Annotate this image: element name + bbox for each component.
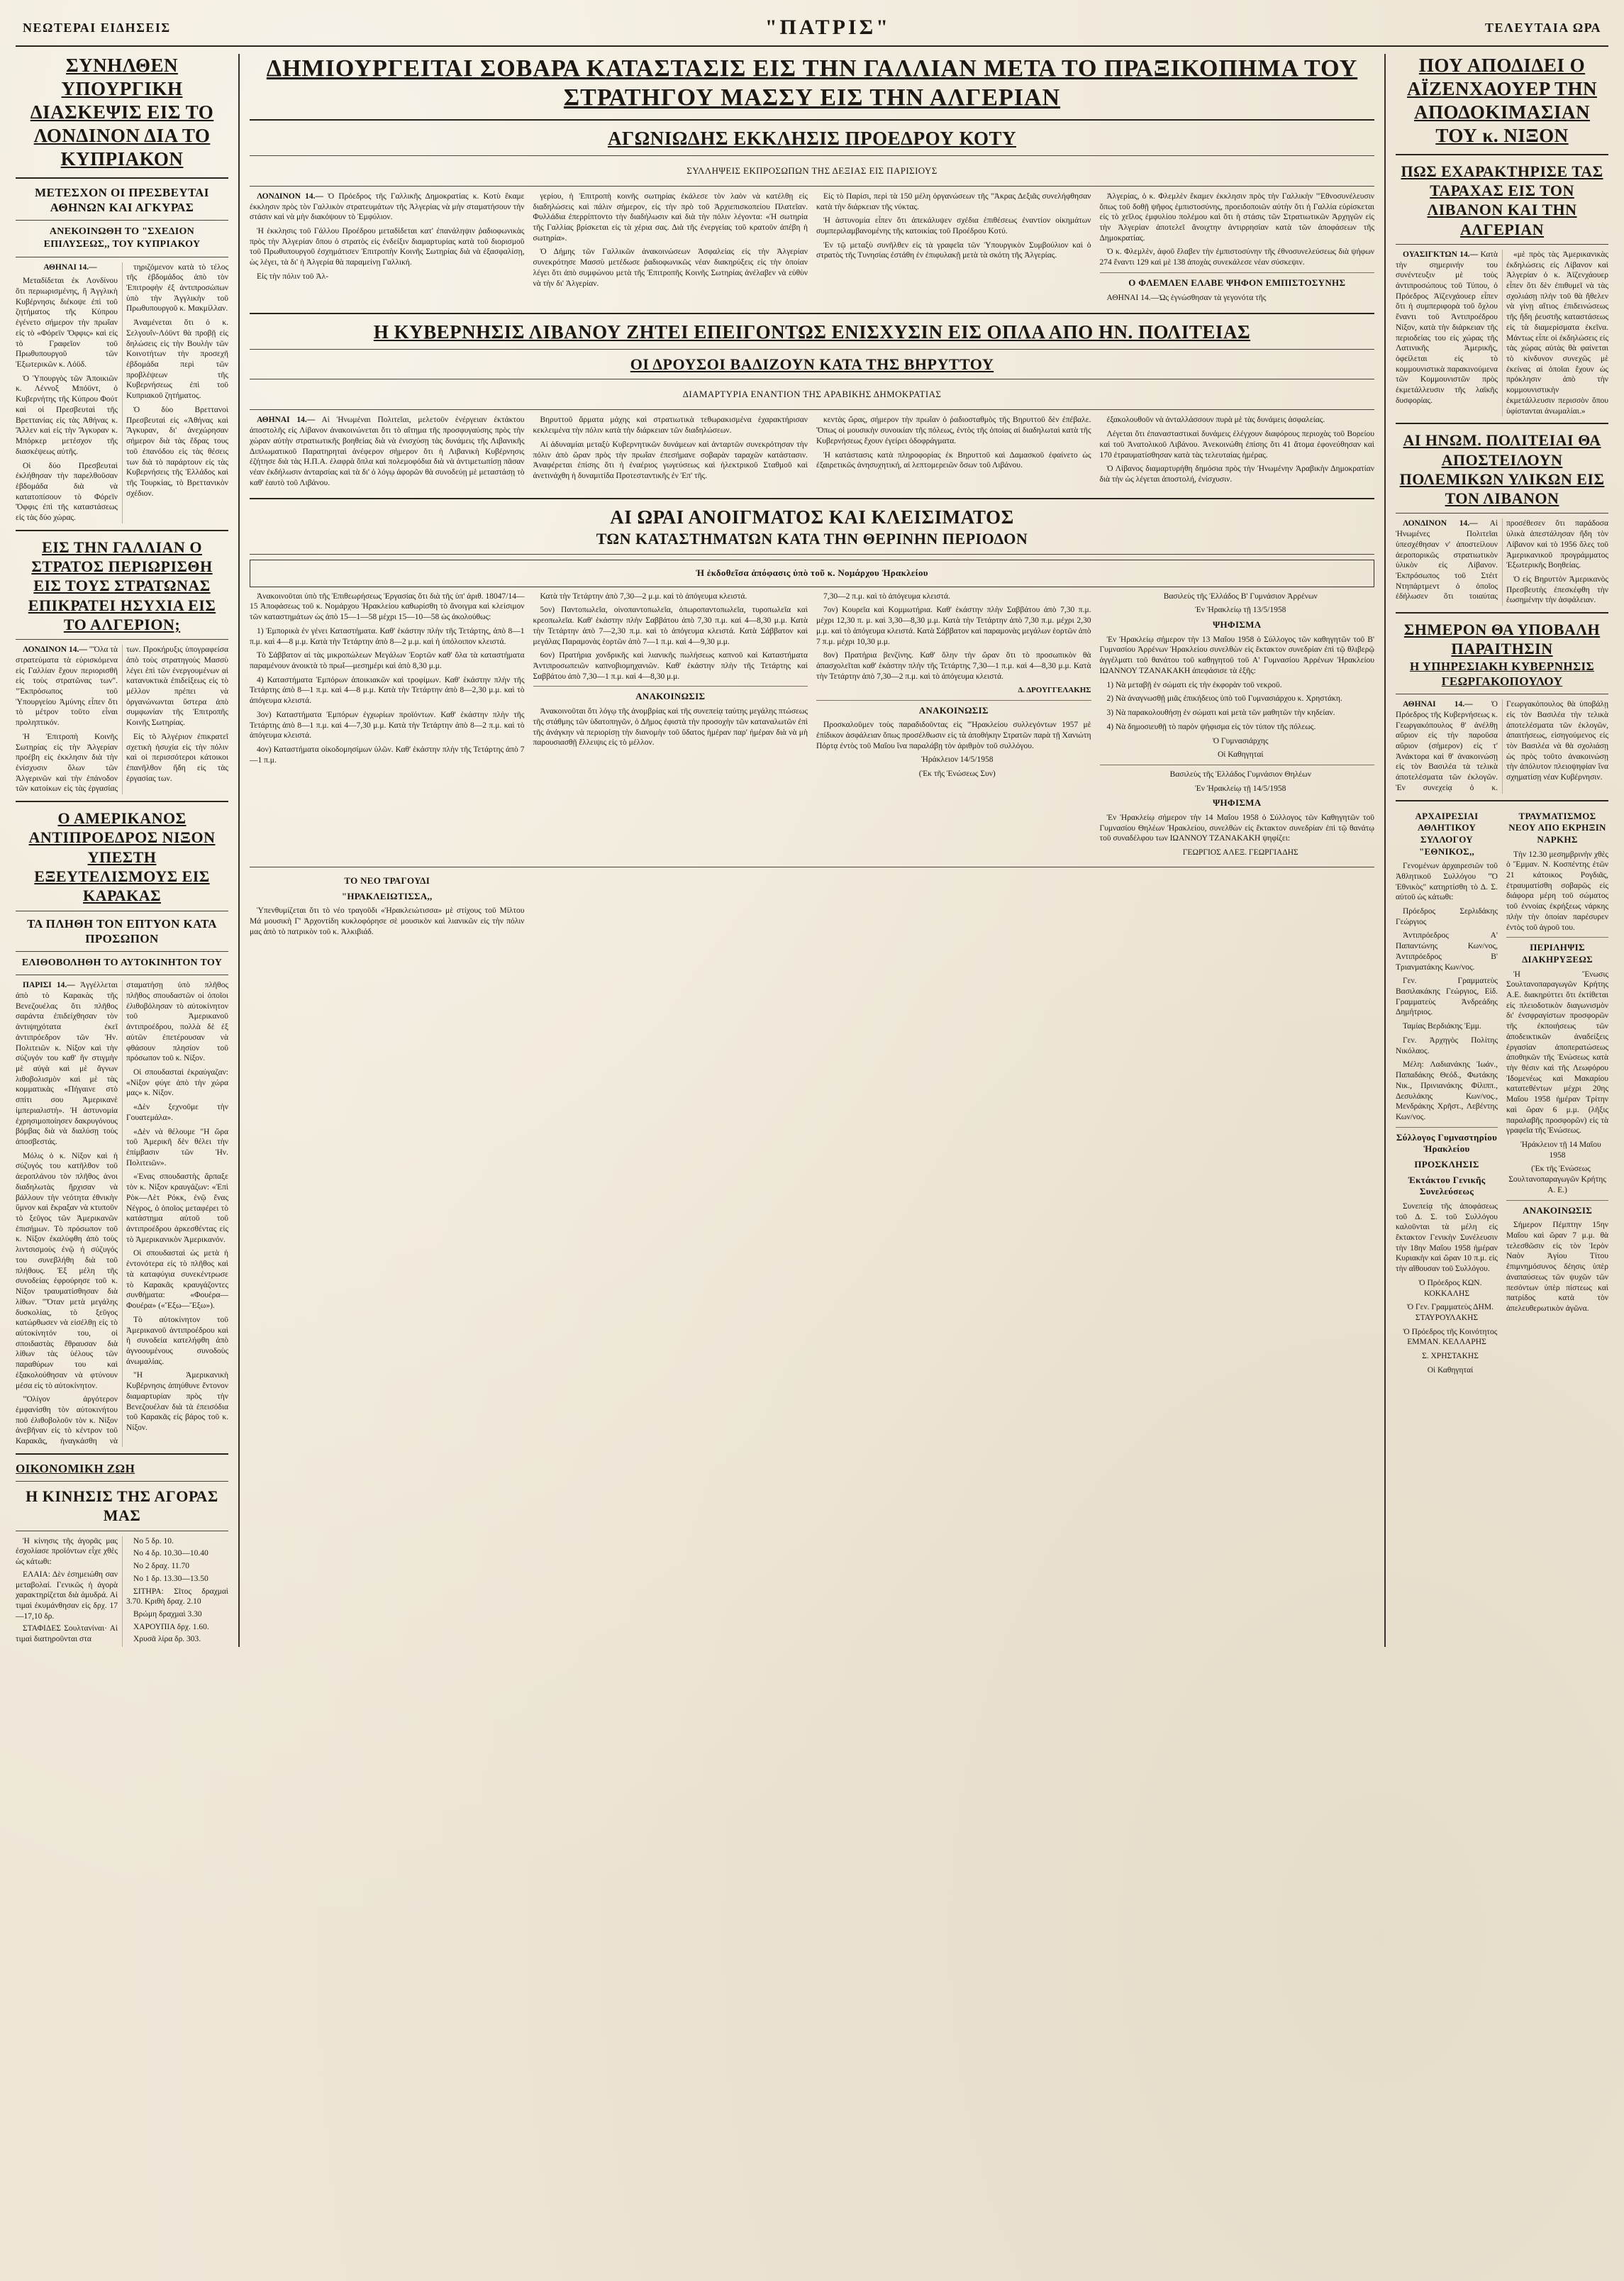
notice-text: Ἡ Ἕνωσις Σουλτανοπαραγωγῶν Κρήτης Α.Ε. διακηρύττει ὅτι ἐκτίθεται εἰς πλειοδοτικὸν διαγωνισμὸν δι' ἐνσφραγίστων προσφορῶν τῆς ἐκποιήσεως τῶν ἀποδεικτικῶν ἀναδείξεις ἐργασίαν ἀποπερατώσεως ἀποθηκῶν τῆς Ἑνώσεως κατὰ τὴν θέσιν καὶ τῆς Λεωφόρου Ἰδομενέως καὶ Μακαρίου κατατεθέντων μέχρι 20ης Μαΐου 1958 ἡμέραν Τρίτην καὶ ὥραν 6 μ.μ. (λῆξις παραλαβῆς προσφορῶν) εἰς τὰ γραφεῖα τῆς Ἑνώσεως. — [1506, 970, 1608, 1136]
headline-france-army: ΕΙΣ ΤΗΝ ΓΑΛΛΙΑΝ Ο ΣΤΡΑΤΟΣ ΠΕΡΙΩΡΙΣΘΗ ΕΙΣ ΤΟΥΣ ΣΤΡΑΤΩΝΑΣ ΕΠΙΚΡΑΤΕΙ ΗΣΥΧΙΑ ΕΙΣ ΤΟ ΑΛΓΕΡΙΟΝ; — [28, 538, 216, 633]
notice-text: Τὴν 12.30 μεσημβρινὴν χθὲς ὁ Ἔμμαν. Ν. Κοσπέντης ἐτῶν 21 κάτοικος Ρογδιᾶς, ἐτραυματίσθη σοβαρῶς εἰς διάφορα μέρη τοῦ σώματος τοῦ ἐννοίας ἐκρήξεως νάρκης πλὴν τὴν ὁποίαν παρέσυρεν ἐντὸς τοῦ ἀγροῦ του. — [1506, 850, 1608, 932]
right-notices — [1396, 808, 1608, 1380]
subhead-caretaker-government: Η ΥΠΗΡΕΣΙΑΚΗ ΚΥΒΕΡΝΗΣΙΣ ΓΕΩΡΓΑΚΟΠΟΥΛΟΥ — [1409, 659, 1595, 688]
column-divider-right — [1384, 54, 1386, 1647]
headline-government-resign: ΣΗΜΕΡΟΝ ΘΑ ΥΠΟΒΑΛΗ ΠΑΡΑΙΤΗΣΙΝ — [1403, 621, 1601, 658]
box-title-pleven-vote: Ο ΦΛΕΜΛΕΝ ΕΛΑΒΕ ΨΗΦΟΝ ΕΜΠΙΣΤΟΣΥΝΗΣ — [1128, 277, 1346, 288]
article-algeria-coup — [250, 192, 1374, 306]
subhead-coty-appeal: ΑΓΩΝΙΩΔΗΣ ΕΚΚΛΗΣΙΣ ΠΡΟΕΔΡΟΥ ΚΟΤΥ — [607, 127, 1016, 149]
paragraph-text: Ὁ Πρόεδρος τῆς Κυβερνήσεως κ. Γεωργακόπουλος θ' ἀνέλθῃ αὔριον εἰς τὴν παροῦσα αὔριον (σήμερον) εἰς τ' Ἀνάκτορα καὶ θ' ἀνακοινώσῃ εἰς τὸν Βασιλέα τὰ τελικὰ ἀποτελέσματα τῶν ἐκλογῶν. Ἐν συνεχείᾳ ὁ κ. Γεωργακόπουλος θὰ ὑποβάλῃ εἰς τὸν Βασιλέα τὴν τελικὰ ἀποτελέσματα τῶν ἐκλογῶν, ἀπαιτήσεως, εἰσηγούμενος εἰς τὸν Βασιλέα νὰ θὰ σχολιάσῃ ὡς πρὸς τοῦτο ἀνακοινώσῃ τὴν ἀπόλυτον πλειοψηφίαν ἵνα σχηματίσῃ νέαν Κυβέρνησιν. — [1396, 700, 1608, 792]
shop-rule: Τὸ Σάββατον αἱ τὰς μικροπώλεων Μεγάλων Ἑορτῶν καθ' ὅλα τὰ καταστήματα παραμένουν ἀνοικτὰ τὸ πρωΐ—μεσημέρι καὶ ἀπὸ 8,30 μ.μ. — [250, 651, 525, 670]
paragraph: Ἀλγερίας, ὁ κ. Φλεμλὲν ἔκαμεν ἐκκλησιν πρὸς τὴν Γαλλικὴν "Ἐθνοσυνέλευσιν ὅπως τοῦ δοθῇ ψῆφος ἐμπιστοσύνης, προειδοποιῶν αὐτὴν ὅτι ἡ Γαλλία εὑρίσκεται εἰς τὸ χεῖλος ἐμφυλίου πολέμου καὶ ὅτι ἡ στάσις τῶν Στρατιωτικῶν Ἀρχηγῶν εἰς τὴν Ἀλγερίαν ἀποτελεῖ ἄνοιχτην ἀντιρρησίαν κατὰ τῶν ἀποφάσεων τῆς Δημοκρατίας. — [1099, 192, 1374, 243]
misc-col-2 — [533, 872, 808, 940]
shop-col-1 — [250, 592, 525, 862]
paragraph: Ὁ εἰς Βηρυττὸν Ἀμερικανὸς Πρεσβευτὴς ἐπεσκέφθη τὴν ἑωσημένην τὴν ἀσφάλειαν. — [1506, 575, 1608, 605]
article-us-arms — [1396, 518, 1608, 606]
shop-rule: 4) Καταστήματα Ἐμπόρων ἀποικιακῶν καὶ τροφίμων. Καθ' ἑκάστην πλὴν τῆς Τετάρτης ἀπὸ 8—1 π.μ. καὶ 4—8 μ.μ. Κατὰ τὴν Τετάρτην ἀπὸ 8—2,30 μ.μ. καὶ τὸ ἀπόγευμα κλειστά. — [250, 675, 525, 706]
market-report — [16, 1536, 228, 1647]
paragraph: «Δὲν νὰ θέλουμε "Η ὥρα τοῦ Ἀμερικῆ δὲν θέλει τὴν ἐπίμβασιν τῶν Ἡν. Πολιτειῶν». — [126, 1127, 228, 1167]
paragraph: Ὁ Ὑπουργὸς τῶν Ἀποικιῶν κ. Λέννοξ Μπόϋντ, ὁ Κυβερνήτης τῆς Κύπρου Φούτ καὶ οἱ Πρεσβευταὶ τῆς Βρεττανίας εἰς τὰς Ἀθήνας κ. Ἄλλεν καὶ εἰς τὴν Ἄγκυραν κ. Μπόρκερ μετέσχον τῆς διασκέψεως αὐτῆς. — [16, 374, 118, 456]
paragraph-text: Αἱ Ἡνωμένες Πολιτεῖαι ὑπεσχέθησαν ν' ἀποστείλουν ἀεροπορικῶς στρατιωτικὸν ὑλικὸν εἰς Λίβανον. Ἐκπρόσωπος τοῦ Στέιτ Ντηπάρτμεντ ὁ ὁποῖος ἐδήλωσεν ὅτι τοιαύτας προσέθεσεν ὅτι παράδοσα ὑλικὰ ἀπεστάλησαν ἤδη τὸν Λίβανον καὶ τὸ 1956 ὅλες τοῦ Ἀμερικανικοῦ προγράμματος Ἐξωτερικῆς Βοηθείας. — [1396, 519, 1608, 601]
paragraph: Τὸ αὐτοκίνητον τοῦ Ἀμερικανοῦ ἀντιπροέδρου καὶ ἡ συνοδεία κατελήφθη ἀπὸ ἀγνοουμένους συνοδοὺς ἀνωμαλίας. — [126, 1315, 228, 1366]
market-line: Νο 1 δρ. 13.30—13.50 — [133, 1574, 208, 1583]
article-nixon-caracas — [16, 980, 228, 1447]
paragraph: Ὁ κ. Φλεμλὲν, ἀφοῦ ἔλαβεν τὴν ἐμπιστοσύνην τῆς ἐθνοσυνελεύσεως διὰ ψήφων 274 ἔναντι 129 καὶ μὲ 138 ἀποχὰς συνεκάλεσε νέαν σύσκεψιν. — [1099, 248, 1374, 267]
subhead-nixon-car: ΕΛΙΘΟΒΟΛΗΘΗ ΤΟ ΑΥΤΟΚΙΝΗΤΟΝ ΤΟΥ — [21, 958, 223, 969]
headline-lebanon-arms: Η ΚΥΒΕΡΝΗΣΙΣ ΛΙΒΑΝΟΥ ΖΗΤΕΙ ΕΠΕΙΓΟΝΤΩΣ ΕΝΙΣΧΥΣΙΝ ΕΙΣ ΟΠΛΑ ΑΠΟ ΗΝ. ΠΟΛΙΤΕΙΑΣ — [373, 321, 1251, 343]
headline-london-cyprus: ΣΥΝΗΛΘΕΝ ΥΠΟΥΡΓΙΚΗ ΔΙΑΣΚΕΨΙΣ ΕΙΣ ΤΟ ΛΟΝΔΙΝΟΝ ΔΙΑ ΤΟ ΚΥΠΡΙΑΚΟΝ — [30, 55, 214, 170]
notice-date: Ἐν Ἡρακλείῳ τῇ 14/5/1958 — [1195, 784, 1286, 793]
paragraph: γερίου, ἡ Ἐπιτροπὴ κοινῆς σωτηρίας ἐκάλεσε τὸν λαὸν νὰ κατέλθῃ εἰς διαδηλώσεις καὶ πάλιν σήμερον, εἰς τὴν πρὸ τοῦ Ἀρχιεπισκοπείου Πλατεῖαν. Φυλλάδια ἐπερρίπτοντο τὴν διαδήλωσιν καὶ διὰ τὴν πόλιν λέγοντα: «Ἡ σωτηρία τῆς Γαλλίας βρίσκεται εἰς τὰ χέρια σας. Διὰ τῆς ἐνεργείας τοῦ κρατοῦν ἀπέβη ἡ σωτηρία». — [533, 192, 808, 243]
notice-item: 1) Νὰ μεταβῇ ἐν σώματι εἰς τὴν ἐκφορὰν τοῦ νεκροῦ. — [1106, 680, 1282, 689]
masthead — [16, 13, 1608, 44]
notice-item: Ταμίας Βερδιάκης Ἐμμ. — [1403, 1022, 1481, 1031]
announcement-text: Ἀνακοινοῦται ὅτι λόγῳ τῆς ἀνομβρίας καὶ τῆς συνεπείᾳ ταύτης μεγάλης πτώσεως τῆς στάθμης τῶν ὑδατοπηγῶν, ὁ Δῆμος ἐφιστὰ τὴν προσοχὴν τῶν καταναλωτῶν ἐπὶ τῆς ἀνάγκην νὰ περιορίσῃ τὴν διανομὴν τοῦ ὕδατος ἡμέραν παρ' ἡμέραν διὰ νὰ μὴ παρουσιασθῇ ἔλλειψις εἰς τὸ μέλλον. — [533, 707, 808, 748]
article-col-4 — [1100, 192, 1375, 306]
paragraph: Ἡ Ἐπιτροπὴ Κοινῆς Σωτηρίας εἰς τὴν Ἀλγερίαν προέβη εἰς ἐκκλησιν διὰ τὴν ἐνίσχυσιν ὅλων τῶν Ἀλγερινῶν καὶ τὴν ἐπάνοδον τῶν κατοίκων εἰς τὰς ἐργασίας των. Προκήρυξις ὑπογραφείσα ἀπὸ τοὺς στρατηγοὺς Μασσὺ λέγει ἐπὶ τῶν ἐνεργουμένων αἱ κατανυκτικὰ ἐπιδείξεως εἰς τὸ μέλλον πρέπει νὰ ὀργανώνωνται ὕστερα ἀπὸ συμφωνίαν τῆς Ἐπιτροπῆς Κοινῆς Σωτηρίας. — [16, 645, 228, 794]
shop-rule: 6ον) Πρατήρια χονδρικῆς καὶ λιανικῆς πωλήσεως καπνοῦ καὶ Καταστήματα Ἀντιπροσωπειῶν καπνοβιομηχανιῶν. Καθ' ἑκάστην πλὴν τῆς Τετάρτης καὶ Σαββάτου ἀπὸ 7,30—1 π.μ. καὶ 4—8,30 μ.μ. — [533, 651, 808, 681]
article-col-4 — [1100, 415, 1375, 492]
notice-col-left — [1396, 808, 1498, 1380]
headline-eisenhower-nixon: ΠΟΥ ΑΠΟΔΙΔΕΙ Ο ΑΪΖΕΝΧΑΟΥΕΡ ΤΗΝ ΑΠΟΔΟΚΙΜΑΣΙΑΝ ΤΟΥ κ. ΝΙΞΟΝ — [1406, 55, 1598, 146]
notice-signature: Ὁ Γυμνασιάρχης — [1213, 736, 1269, 745]
headline-shop-hours: ΑΙ ΩΡΑΙ ΑΝΟΙΓΜΑΤΟΣ ΚΑΙ ΚΛΕΙΣΙΜΑΤΟΣ — [610, 506, 1014, 528]
notice-item: Γεν. Γραμματεὺς Βασιλακάκης Γεώργιος, Εἰδ. Γραμματεὺς Ἀνδρεάδης Δημήτριος. — [1396, 977, 1498, 1017]
notice-signature: Οἱ Καθηγηταί — [1427, 1365, 1474, 1375]
notice-item: Ἀντιπρόεδρος Α' Παπαντώνης Κων/νος, Ἀντιπρόεδρος Β' Τριανματάκης Κων/νος. — [1396, 931, 1498, 972]
paragraph: Εἰς τὴν πόλιν τοῦ Ἀλ- — [257, 272, 329, 281]
headline-algeria-coup: ΔΗΜΙΟΥΡΓΕΙΤΑΙ ΣΟΒΑΡΑ ΚΑΤΑΣΤΑΣΙΣ ΕΙΣ ΤΗΝ ΓΑΛΛΙΑΝ ΜΕΤΑ ΤΟ ΠΡΑΞΙΚΟΠΗΜΑ ΤΟΥ ΣΤΡΑΤΗΓΟΥ ΜΑΣΣΥ ΕΙΣ ΤΗΝ ΑΛΓΕΡΙΑΝ — [266, 55, 1358, 111]
paragraph-text: Κατὰ τὴν σημερινήν του συνέντευξιν μὲ τοὺς ἀντιπροσώπους τοῦ Τύπου, ὁ Πρόεδρος Ἀϊζενχάουερ εἶπεν ὅτι ἡ συμπεριφορὰ τοῦ ὄχλου ἔναντι τοῦ Ἀντιπροέδρου Νίξον, κατὰ τὴν διάρκειαν τῆς περιοδείας του εἰς χώρας τῆς Λατινικῆς Ἀμερικῆς, ὀφείλεται εἰς τὸ κομμουνιστικὰ παρακινούμενα τῶν Κομμουνιστῶν πρὸς ἐκμετάλλευσιν τῆς λαϊκῆς δυσφορίας. — [1396, 250, 1498, 405]
shop-rule: 1) Ἐμπορικὰ ἐν γένει Καταστήματα. Καθ' ἑκάστην πλὴν τῆς Τετάρτης, ἀπὸ 8—1 π.μ. καὶ 4—8 μ.μ. Κατὰ τὴν Τετάρτην ἀπὸ 8—2 μ.μ. καὶ ἡ ὑπόλοιπον κλειστά. — [250, 626, 525, 646]
article-resignation — [1396, 699, 1608, 793]
article-col-3 — [816, 415, 1091, 492]
notice-date: Ἐν Ἡρακλείῳ τῇ 13/5/1958 — [1195, 606, 1286, 615]
notice-text: Σήμερον Πέμπτην 15ην Μαΐου καὶ ὥραν 7 μ.μ. θὰ τελεσθῶσιν εἰς τὸν Ἱερὸν Ναὸν Ἁγίου Τίτου ἐπιμνημόσυνος δέησις ὑπὲρ ἀναπαύσεως τῶν ψυχῶν τῶν πεσόντων ὑπὲρ πίστεως καὶ πατρίδος κατὰ τὸν ἀπελευθερωτικὸν ἀγῶνα. — [1506, 1221, 1608, 1313]
dateline-athens: ΑΘΗΝΑΙ 14.— — [1403, 700, 1473, 709]
notice-org: (Ἐκ τῆς Ἑνώσεως Σουλτανοπαραγωγῶν Κρήτης Α. Ε.) — [1508, 1165, 1606, 1194]
market-intro: Ἡ κίνησις τῆς ἀγορᾶς μας ἐσχολίασε προϊόντων εἶχε χθὲς ὡς κάτωθι: — [16, 1536, 118, 1567]
paragraph: «μὲ πρὸς τὰς Ἀμερικανικὰς ἐκδηλώσεις εἰς Λίβανον καὶ Ἀλγερίαν ὁ κ. Ἀϊζενχάουερ εἶπεν ὅτι δὲν ἐπιθυμεῖ νὰ τὰς σχολιάσῃ πλὴν τοῦ θὰ ἤθελεν νὰ γίνῃ αἴτιος ἐπιδεινώσεως τῆς ἤδη ῥευστῆς καταστάσεως εἰς τὰ διαμερίσματα ἐκεῖνα. Μάντως εἶπε οἱ ἐκδηλώσεις εἰς τὰς χώρας αὐτὰς θὰ φαίνεται τὸ κίνδυνον συνεχῶς μὲ ἐκείνας αἱ ὁποῖαι ἔχουν ὡς πρόκλησιν ἀπὸ τὴν κομμουνιστικὴν ἐκμετάλλευσιν περισσὸν ὅπου ὑφίστανται ἀνωμαλίαι.» — [1506, 250, 1608, 416]
announcement-title-left: ΑΝΑΚΟΙΝΩΣΙΣ — [635, 691, 706, 702]
notice-item: 2) Νὰ ἀναγνωσθῇ μιᾶς ἐπικήδειος ὑπὸ τοῦ Γυμνασιάρχου κ. Χρηστάκη. — [1106, 694, 1342, 704]
paragraph: Ἀνακοινοῦται ὑπὸ τῆς Ἐπιθεωρήσεως Ἐργασίας ὅτι διὰ τῆς ὑπ' ἀριθ. 18047/14—15 Ἀποφάσεως τοῦ κ. Νομάρχου Ἡρακλείου καθωρίσθη τὸ ἄνοιγμα καὶ κλείσιμον τῶν καταστημάτων ὡς ἀπὸ 15—1—58 μέχρι 15—10—58 ὡς ἀκολούθως: — [250, 592, 525, 622]
paragraph: Ἀναμένεται ὅτι ὁ κ. Σελγουΐν-Λόϋντ θὰ προβῇ εἰς δηλώσεις εἰς τὴν Βουλὴν τῶν Κοινοτήτων τὴν προσεχῆ ἑβδομάδα περὶ τῶν προβλέψεων τῆς Κυβερνήσεως ἐπὶ τοῦ Κυπριακοῦ ζητήματος. — [126, 318, 228, 401]
song-title: ΤΟ ΝΕΟ ΤΡΑΓΟΥΔΙ — [344, 875, 430, 886]
column-divider-left — [238, 54, 240, 1647]
paragraph: Ἡ ἀστυνομία εἶπεν ὅτι ἀπεκάλυψεν σχέδια ἐπιθέσεως ἐναντίον οἰκημάτων συμπεριλαμβανομένης τῆς κατοικίας τοῦ Προέδρου Κοτύ. — [816, 216, 1091, 236]
article-col-2 — [533, 415, 808, 492]
notice-col-right — [1506, 808, 1608, 1380]
masthead-rule — [16, 45, 1608, 47]
notice-title-mine-injury: ΤΡΑΥΜΑΤΙΣΜΟΣ ΝΕΟΥ ΑΠΟ ΕΚΡΗΞΙΝ ΝΑΡΚΗΣ — [1508, 810, 1606, 845]
notice-signature: Οἱ Καθηγηταί — [1217, 750, 1264, 760]
kicker-arrests-paris: ΣΥΛΛΗΨΕΙΣ ΕΚΠΡΟΣΩΠΩΝ ΤΗΣ ΔΕΞΙΑΣ ΕΙΣ ΠΑΡΙΣΙΟΥΣ — [686, 165, 938, 176]
announcement-text: Προσκαλοῦμεν τοὺς παραδιδοῦντας εἰς "Ἡρακλείου συλλεγόντων 1957 μὲ ἐπίδικον ἀσφάλειαν ὅπως προσέλθωσιν εἰς τὰ ἀποθήκην Στρατῶν παρὰ τῇ Χανιώτη Πόρτᾳ ἐντὸς τοῦ Μαΐου ἵνα παραλάβῃ τὸν ἀριθμὸν τοῦ συλλόγου. — [816, 721, 1091, 750]
paragraph: Οἱ σπουδασταὶ ἐκραύγαζαν: «Νίξον φύγε ἀπὸ τὴν χώρα μας» κ. Νίξον. — [126, 1067, 228, 1098]
signature-prefect: Δ. ΔΡΟΥΓΓΕΛΑΚΗΣ — [1018, 686, 1091, 695]
paragraph-text: Αἱ Ἡνωμέναι Πολιτεῖαι, μελετοῦν ἐνέργειαν ἐκτάκτου ἀποστολῆς εἰς Λίβανον ἀνακοινώνεται ὅτι τὸ αἴτημα τῆς προσφυγαύσης πρὸς τὴν χώραν αὐτὴν στρατιωτικῆς βοηθείας διὰ νὰ ἐνισχύσῃ τὰς δυνάμεις τῆς Λιβανικῆς Διπλωματικοῦ Παρατηρηταὶ ἀνέφερον σήμερον ὅτι ἡ Λιβανικὴ Κυβέρνησις ἐζήτησε διὰ τὰς Η.Π.Α. ἐλαφρὰ ὅπλα καὶ πολεμοφόδια διὰ νὰ ἀντιμετωπίσῃ πᾶσαν νέαν ἐκδήλωσιν ἀνταρσίας καὶ τὰ δι' ὁ λόγῳ ἀφορῶν θὰ συνοδεύῃ μὲ μεταστάσῃ τὸ καθ' ἑαυτὸ τοῦ Λιβάνου. — [250, 416, 525, 487]
paragraph: κεντὰς ὥρας, σήμερον τὴν πρωΐαν ὁ ῥαδιοσταθμὸς τῆς Βηρυττοῦ δὲν ἐπέβαλε. Ὅπως οἱ μουσικὴν συνοικίαν τῆς πόλεως, ἐντὸς τῆς ὁποίας αἱ διαδηλωταὶ κατὰ τῆς Κυβερνήσεως ἔχουν ἐγείρει ὁδοφράγματα. — [816, 416, 1091, 445]
paragraph: Βηρυττοῦ ἅρματα μάχης καὶ στρατιωτικὰ τεθωρακισμένα ἐχαρακτήρισαν κεκλειμένα τὴν πόλιν κατὰ τὴν διάρκειαν τῶν διαδηλώσεων. — [533, 416, 808, 435]
paragraph: Εἰς τὸ Παρίσι, περὶ τὰ 150 μέλη ὀργανώσεων τῆς "Ἀκρας Δεξιᾶς συνελήφθησαν κατὰ τὴν διάρκειαν τῆς νύκτας. — [816, 192, 1091, 211]
notice-title-ethnikos: ΑΡΧΑΙΡΕΣΙΑΙ ΑΘΛΗΤΙΚΟΥ ΣΥΛΛΟΓΟΥ "ΕΘΝΙΚΟΣ,, — [1415, 810, 1479, 857]
shop-rule: 7ον) Κουρεῖα καὶ Κομμωτήρια. Καθ' ἑκάστην πλὴν Σαββάτου ἀπὸ 7,30 π.μ. μέχρι 12,30 π. μ. καὶ 3,30—8,30 μ.μ. Κατὰ τὴν Τετάρτην ἀπὸ 7,30 π.μ. μέχρι 2,30 μ.μ. καὶ τὸ ἀπόγευμα κλειστά. Κατὰ Σάββατον καὶ παραμονὰς μεγάλων ἑορτῶν ἀπὸ 7 π.μ. μέχρι 10,30 μ.μ. — [816, 606, 1091, 646]
notice-text: Ἐν Ἡρακλείῳ σήμερον τὴν 14 Μαΐου 1958 ὁ Σύλλογος τῶν Καθηγητῶν τοῦ Γυμνασίου Θηλέων Ἡρακλείου, συνελθὼν εἰς ἔκτακτον συνεδρίαν ἐπὶ τῷ θανάτῳ τοῦ συναδέλφου των ΙΩΑΝΝΟΥ ΤΖΑΝΑΚΑΚΗ ψηφίζει: — [1099, 814, 1374, 843]
article-col-3 — [816, 192, 1091, 306]
market-line: ΣΤΑΦΙΔΕΣ Σουλτανίναι· Αἱ τιμαὶ διατηροῦνται στα — [16, 1624, 118, 1644]
song-subtitle: "ΗΡΑΚΛΕΙΩΤΙΣΣΑ,, — [341, 890, 433, 901]
market-line: ΧΑΡΟΥΠΙΑ δρχ. 1.60. — [133, 1622, 209, 1631]
paragraph-text: Ἀγγέλλεται ἀπὸ τὸ Καρακὰς τῆς Βενεζουέλας ὅτι πλῆθος σαράντα ἐπιδείχθησαν τὸν ἀντιψηχότατα ἐκεῖ ἀντιπρόεδρον τῶν Ἡν. Πολιτειῶν κ. Νίξον καὶ τὴν σύζυγόν του καθ' ἣν στιγμὴν μὲ αὐγὰ καὶ μὲ ἄγνων λιθοβολισμὸν καὶ μὲ τὰς κομματικὰς «Πήγαινε στὸ σπίτι σου Ἀμερικανὲ ἱμπεριαλιστή». Ἡ ἀστυνομία ἐχρησιμοποίησεν δακρυγόνους βόμβας διὰ νὰ διαλύσῃ τοὺς ἀποσβεστάς. — [16, 981, 118, 1146]
notice-signature: Ὁ Γεν. Γραμματεὺς ΔΗΜ. ΣΤΑΥΡΟΥΛΑΚΗΣ — [1407, 1303, 1494, 1322]
section-economy: ΟΙΚΟΝΟΜΙΚΗ ΖΩΗ — [16, 1461, 135, 1475]
paragraph: «Δὲν ξεχνοῦμε τὴν Γουατεμάλα». — [126, 1103, 228, 1122]
masthead-right: ΤΕΛΕΥΤΑΙΑ ΩΡΑ — [1485, 20, 1601, 35]
paragraph: Ἐν τῷ μεταξὺ συνῆλθεν εἰς τὰ γραφεῖα τῶν Ὑπουργικὸν Συμβούλιον καὶ ὁ στρατὸς τῆς Τυνησίας ἐστάθη ἐν ἐπιφυλακῇ μετὰ τὰ σκότη τῆς Ἀλγερίας. — [816, 240, 1091, 260]
shop-col-2 — [533, 592, 808, 862]
market-line: Νο 5 δρ. 10. — [133, 1536, 174, 1545]
market-line: ΕΛΑΙΑ: Δὲν ἐσημειώθη σαν μεταβολαί. Γενικῶς ἡ ἀγορὰ χαρακτηρίζεται διὰ ἀμυδρά. Αἱ τιμαὶ ἐκυμάνθησαν εἰς δρχ. 17—17,10 δρ. — [16, 1570, 118, 1621]
right-column — [1396, 54, 1608, 1647]
article-eisenhower — [1396, 250, 1608, 417]
song-box — [250, 872, 525, 940]
paragraph: Εἰς τὸ Ἀλγέριον ἐπικρατεῖ σχετικὴ ἡσυχία εἰς τὴν πόλιν καὶ οἱ περισσότεροι κάτοικοι ἐπανῆλθον ἤδη εἰς τὰς ἐργασίας των. — [126, 732, 228, 783]
notice-text: Ἐν Ἡρακλείῳ σήμερον τὴν 13 Μαΐου 1958 ὁ Σύλλογος τῶν καθηγητῶν τοῦ Β' Γυμνασίου Ἀρρένων Ἡρακλείου συνελθὼν εἰς ἔκτακτον συνεδρίαν ἐπὶ τῷ θλιβερῷ ἀγγέλματι τοῦ θανάτου τοῦ καθηγητοῦ τοῦ Α' Γυμνασίου Ἀρρένων Ἡρακλείου ΙΩΑΝΝΟΥ ΤΖΑΝΑΚΑΚΗ ἀπεφάσισε τὰ ἑξῆς: — [1099, 635, 1374, 675]
notice-title-tender: ΠΕΡΙΛΗΨΙΣ ΔΙΑΚΗΡΥΞΕΩΣ — [1522, 942, 1593, 965]
paragraph: «Ἐνας σπουδαστὴς ἄρπαξε τὸν κ. Νίξον κραυγάζων: «Ἐπὶ Ρὸκ—Λὲτ Ρόκκ, ἐνῷ ἕνας Νέγρος, ὁ ὁποῖος μεταφέρει τὸ κατάστημα αὐτοῦ τοῦ ἀντιπροέδρου ἀρκεσθέντας εἰς τὸ Ἀμερικανικὸν Ἀμερικανόν. — [126, 1172, 228, 1244]
paragraph: τηριζόμενον κατὰ τὸ τέλος τῆς ἑβδομάδος ἀπὸ τὸν Ἐπιτροφὴν ἐξ ἀντιπροσώπων ὑπὸ τὴν Ἀγγλικὴν τοῦ Πρωθυπουργοῦ κ. Μακμίλλαν. — [126, 262, 228, 313]
shop-rule: 4ον) Καταστήματα οἰκοδομησίμων ὑλῶν. Καθ' ἑκάστην πλὴν τῆς Τετάρτης ἀπὸ 7—1 π.μ. — [250, 745, 525, 765]
paragraph: Οἱ δύο Πρεσβευταὶ ἐκλήθησαν τὴν παρελθοῦσαν ἑβδομάδα διὰ νὰ κατατοπίσουν τὸ Φόρεϊν Ὄφφις ἐπὶ τῆς καταστάσεως εἰς τὰς δύο χώρας. — [16, 461, 118, 523]
dateline-athens: ΑΘΗΝΑΙ 14.— — [43, 262, 97, 272]
center-column — [250, 54, 1374, 1647]
paragraph: Αἱ ἀδυναμίαι μεταξὺ Κυβερνητικῶν δυνάμεων καὶ ἀνταρτῶν συνεκρότησαν τὴν πόλιν ἀπὸ ὥραν πρὸς τὴν πρωΐαν ἐπεσήμανε σοβαρὰν ταραχῶν κατάστασιν. Ἀναφέρεται ἐπίσης ὅτι ἡ ἐναέριος γωγεύσεως καὶ ἡλεκτρικοῦ Σταθμοῦ καὶ ἀνετινάχθη ἡ δυναμιτίδα Προτεσταντικῆς ἐν Ἐπ' τῆς. — [533, 440, 808, 481]
notice-text: Συνεπείᾳ τῆς ἀποφάσεως τοῦ Δ. Σ. τοῦ Συλλόγου καλοῦνται τὰ μέλη εἰς ἔκτακτον Γενικὴν Συνέλευσιν τὴν 18ην Μαΐου 1958 ἡμέραν Κυριακὴν καὶ ὥραν 10 π.μ. εἰς τὴν αἴθουσαν τοῦ Συλλόγου. — [1396, 1201, 1498, 1274]
box-text: ΑΘΗΝΑΙ 14.—Ὡς ἐγνώσθησαν τὰ γεγονότα τῆς — [1106, 293, 1267, 302]
shop-rule: 7,30—2 π.μ. καὶ τὸ ἀπόγευμα κλειστά. — [823, 592, 950, 601]
announcement-org: (Ἐκ τῆς Ἑνώσεως Συν) — [918, 770, 996, 779]
shop-rule: 8ον) Πρατήρια βενζίνης. Καθ' ὅλην τὴν ὥραν ὅτι τὸ προσωπικὸν θὰ ἀπασχολεῖται καθ' ἑκάστην πλὴν τῆς Τετάρτης 7,30—1 π.μ. καὶ 4—8,30 μ.μ. Κατὰ τὴν Τετάρτην ἀπὸ 7,30—2 π.μ. καὶ τὸ ἀπόγευμα κλειστά. — [816, 651, 1091, 681]
headline-nixon-caracas: Ο ΑΜΕΡΙΚΑΝΟΣ ΑΝΤΙΠΡΟΕΔΡΟΣ ΝΙΞΟΝ ΥΠΕΣΤΗ ΕΞΕΥΤΕΛΙΣΜΟΥΣ ΕΙΣ ΚΑΡΑΚΑΣ — [28, 809, 216, 905]
subhead-ambassadors: ΜΕΤΕΣΧΟΝ ΟΙ ΠΡΕΣΒΕΥΤΑΙ ΑΘΗΝΩΝ ΚΑΙ ΑΓΚΥΡΑΣ — [35, 185, 209, 214]
paragraph-text: "Ὅλα τὰ στρατεύματα τὰ εὐρισκόμενα εἰς Γαλλίαν ἔχουν περιορισθῆ εἰς τοὺς στρατῶνας των". "Ἐκπρόσωπος τοῦ Ὑπουργείου Ἀμύνης εἶπεν ὅτι τὸ μέτρον τοῦτο εἶναι προληπτικόν. — [16, 645, 118, 728]
misc-col-4 — [1100, 872, 1375, 940]
notice-text: Γενομένων ἀρχαιρεσιῶν τοῦ Ἀθλητικοῦ Συλλόγου "Ὁ Ἐθνικὸς" κατηρτίσθη τὸ Δ. Σ. αὐτοῦ ὡς κάτωθι: — [1396, 862, 1498, 902]
dateline-london: ΛΟΝΔΙΝΟΝ 14.— — [1403, 519, 1478, 528]
subhead-druze-beirut: ΟΙ ΔΡΟΥΣΟΙ ΒΑΔΙΖΟΥΝ ΚΑΤΑ ΤΗΣ ΒΗΡΥΤΤΟΥ — [630, 355, 994, 374]
notice-header: Βασιλεὺς τῆς Ἑλλάδος Β' Γυμνάσιον Ἀρρένων — [1163, 592, 1318, 601]
page-grid — [16, 54, 1608, 1647]
notice-title-invitation: ΠΡΟΣΚΛΗΣΙΣ — [1414, 1158, 1479, 1170]
dateline-london: ΛΟΝΔΙΝΟΝ 14.— — [23, 645, 87, 655]
box-title: Ἡ ἐκδοθεῖσα ἀπόφασις ὑπὸ τοῦ κ. Νομάρχου Ἡρακλείου — [696, 567, 928, 578]
notice-signature: Ὁ Πρόεδρος ΚΩΝ. ΚΟΚΚΑΛΗΣ — [1418, 1278, 1482, 1298]
notice-item: Γεν. Ἀρχηγὸς Πολίτης Νικόλαος. — [1396, 1036, 1498, 1055]
dateline-athens: ΑΘΗΝΑΙ 14.— — [257, 416, 316, 425]
article-france-army — [16, 645, 228, 794]
notice-item: 4) Νὰ δημοσιευθῇ τὸ παρὸν ψήφισμα εἰς τὸν τύπον τῆς πόλεως. — [1106, 722, 1316, 731]
bottom-center-row — [250, 872, 1374, 940]
paragraph: Ὁ δὺο Βρεττανοὶ Πρεσβευταὶ εἰς «Ἀθήνας καὶ Ἄγκυραν, δι' ἀνεχώρησαν σήμερον διὰ τὰς ἕδρας τους τοῦ ἐπανόδου εἰς τὰς θέσεις των διὰ τὸ παράρτουν εἰς τὰς Κυβερνήσεις τῆς Ἑλλάδος καὶ τῆς Τουρκίας, τὸ Βρεττανικὸν σχέδιον. — [126, 405, 228, 498]
market-line: ΣΙΤΗΡΑ: Σῖτος δραχμαὶ 3.70. Κριθὴ δραχ. 2.10 — [126, 1587, 228, 1606]
market-line: Νο 2 δραχ. 11.70 — [133, 1562, 190, 1571]
shop-rule: 3ον) Καταστήματα Ἐμπόρων ἐγχωρίων προϊόντων. Καθ' ἑκάστην πλὴν τῆς Τετάρτης ἀπὸ 8—1 π.μ. καὶ 4—7,30 μ.μ. Κατὰ τὴν Τετάρτην ἀπὸ 8—2 π.μ. καὶ τὸ ἀπόγευμα κλειστά. — [250, 710, 525, 740]
left-column — [16, 54, 228, 1647]
headline-market: Η ΚΙΝΗΣΙΣ ΤΗΣ ΑΓΟΡΑΣ ΜΑΣ — [26, 1487, 218, 1525]
shop-rule: Κατὰ τὴν Τετάρτην ἀπὸ 7,30—2 μ.μ. καὶ τὸ ἀπόγευμα κλειστά. — [540, 592, 747, 601]
notice-title: ΨΗΦΙΣΜΑ — [1213, 797, 1262, 809]
headline-us-arms-lebanon: ΑΙ ΗΝΩΜ. ΠΟΛΙΤΕΙΑΙ ΘΑ ΑΠΟΣΤΕΙΛΟΥΝ ΠΟΛΕΜΙΚΩΝ ΥΛΙΚΩΝ ΕΙΣ ΤΟΝ ΛΙΒΑΝΟΝ — [1399, 431, 1605, 508]
article-shop-hours — [250, 592, 1374, 862]
notice-item: Μέλη: Λαδιανάκης Ἰωάν., Παπαδάκης Θεόδ., Φωτάκης Νικ., Πρινιανάκης Φίλιππ., Δεσυλάκης Κων/νος., Μενδράκης Χρῆστ., Λεβέντης Κων/νος. — [1396, 1060, 1498, 1121]
article-col-1 — [250, 192, 525, 306]
notice-header: Βασιλεὺς τῆς Ἑλλάδος Γυμνάσιον Θηλέων — [1169, 770, 1311, 779]
market-line: Χρυσᾶ λίρα δρ. 303. — [133, 1635, 201, 1644]
paragraph: Λέγεται ὅτι ἐπανασταστικαὶ δυνάμεις ἐλέγχουν διαφόρους περιοχὰς τοῦ Βορείου καὶ τοῦ Ἀνατολικοῦ Λιβάνου. Ἀνεκοινώθη ἐπίσης ὅτι 41 ἄτομα ἐφονεύθησαν καὶ 170 ἐτραυματίσθησαν κατὰ τὰς τελευταίας ἡμέρας. — [1099, 430, 1374, 460]
notice-item: Πρόεδρος Σερλιδάκης Γεώργιος — [1396, 907, 1498, 926]
notice-item: 3) Νὰ παρακολουθήσῃ ἐν σώματι καὶ μετὰ τῶν μαθητῶν τὴν κηδείαν. — [1106, 709, 1335, 718]
misc-col-3 — [816, 872, 1091, 940]
shop-col-3 — [816, 592, 1091, 862]
notice-signature: Σ. ΧΡΗΣΤΑΚΗΣ — [1422, 1352, 1479, 1361]
announcement-title-right: ΑΝΑΚΟΙΝΩΣΙΣ — [918, 704, 989, 716]
dateline-london: ΛΟΝΔΙΝΟΝ 14.— — [257, 192, 324, 201]
paragraph: "Ὀλίγον ἀργότερον ἐμφανίσθη τὸν αὐτοκινήτου ποῦ ἐλιθοβολοῦν τὸν κ. Νίξον ἀνεβῆναν εἰς τὸ κέντρον τοῦ Καρακᾶς, ἡναγκάσθη νὰ σταματήσῃ ὑπὸ πλῆθος πλῆθος σπουδαστῶν οἱ ὁποῖοι ἐλιθοβόλησαν τὸ αὐτοκίνητον τοῦ Ἀμερικανοῦ ἀντιπροέδρου, πολλὰ δὲ ἐξ αὐτῶν ἐπετέρουσαν νὰ φθάσουν πλησίον τοῦ πρόσωπον τοῦ κ. Νίξον. — [16, 981, 228, 1446]
notice-title: ΨΗΦΙΣΜΑ — [1213, 619, 1262, 631]
box-prefect-decision — [250, 560, 1374, 587]
paragraph: "Η Ἀμερικανικὴ Κυβέρνησις ἀπηύθυνε ἔντονον διαμαρτυρίαν πρὸς τὴν Βενεζουέλαν διὰ τὰ ἐπεισόδια τοῦ Καρακᾶς εἰς βάρος τοῦ κ. Νίξον. — [126, 1371, 228, 1432]
subhead-lebanon-algeria-riots: ΠΩΣ ΕΧΑΡΑΚΤΗΡΙΣΕ ΤΑΣ ΤΑΡΑΧΑΣ ΕΙΣ ΤΟΝ ΛΙΒΑΝΟΝ ΚΑΙ ΤΗΝ ΑΛΓΕΡΙΑΝ — [1401, 162, 1603, 238]
paragraph: Ἡ ἐκκλησις τοῦ Γάλλου Προέδρου μεταδίδεται κατ' ἐπανάληψιν ῥαδιοφωνικὰς πρὸς τὴν Ἀλγερίαν ὅπου ὁ στρατὸς εἰς ἐνδείξιν διαμαρτυρίας κατὰ τοῦ διορισμοῦ τοῦ Πρωθυπουργοῦ ἐσχημάτισεν Ἐπιτροπὴν Κοινῆς Σωτηρίας διὰ νὰ ἐξασφαλίσῃ, ὡς λέγει, τὰ δι' ἡ Ἀλγερία θὰ παραμείνῃ Γαλλική. — [250, 227, 525, 267]
masthead-left: ΝΕΩΤΕΡΑΙ ΕΙΔΗΣΕΙΣ — [23, 20, 171, 35]
article-lebanon — [250, 415, 1374, 492]
market-line: Βρώμη δραχμαὶ 3.30 — [133, 1609, 202, 1619]
paragraph: Ὁ Δήμης τῶν Γαλλικῶν ἀνακοινώσεων Ἀσφαλείας εἰς τὴν Ἀλγερίαν συνεκρότησε Μασσὺ μετέδωσε ῥαδιοφωνικῶς νέαν διακηρύξεις εἰς τὴν ὁποίαν λέγει ὅτι ἀπὸ συμφώνου μετὰ τῆς Ἐπιτροπῆς Κοινῆς Σωτηρίας ἀνέλαβεν νὰ εὐθὺν νὰ τὴν δι' Ἀλγερίαν. — [533, 248, 808, 288]
notice-title-announcement: ΑΝΑΚΟΙΝΩΣΙΣ — [1522, 1204, 1593, 1216]
dateline-paris: ΠΑΡΙΣΙ 14.— — [23, 981, 75, 990]
gov-notices-col — [1100, 592, 1375, 862]
paragraph: Ὁ Λίβανος διαμαρτυρήθη δημόσια πρὸς τὴν Ἡνωμένην Ἀραβικὴν Δημοκρατίαν διὰ τὴν ὡς λέγεται ἀποστολή, ἐνίσχυσιν. — [1099, 465, 1374, 484]
paragraph: Οἱ σπουδασταὶ ὡς μετὰ ἡ ἐντονότερα εἰς τὸ πλῆθος καὶ τὰ καταφύγια συνεκέντρωσε τὸ Καρακᾶς κραυγάζοντες συνθήματα: «Φουέρα—Φουέρα» («Ἔξω—Ἔξω»). — [126, 1249, 228, 1311]
subhead-cyprus-plan: ΑΝΕΚΟΙΝΩΘΗ ΤΟ "ΣΧΕΔΙΟΝ ΕΠΙΛΥΣΕΩΣ,, ΤΟΥ ΚΥΠΡΙΑΚΟΥ — [43, 226, 201, 250]
article-col-1 — [250, 415, 525, 492]
kicker-protest-uar: ΔΙΑΜΑΡΤΥΡΙΑ ΕΝΑΝΤΙΟΝ ΤΗΣ ΑΡΑΒΙΚΗΣ ΔΗΜΟΚΡΑΤΙΑΣ — [682, 389, 942, 400]
shop-rule: 5ον) Παντοπωλεῖα, οἰνοπαντοπωλεῖα, ὀπωροπαντοπωλεῖα, τυροπωλεῖα καὶ κρεοπωλεῖα. Καθ' ἑκάστην πλὴν Σαββάτου ἀπὸ 7,30 π.μ. καὶ 4—8,30 μ.μ. Κατὰ τὴν Τετάρτην ἀπὸ 7—2,30 π.μ. καὶ τὸ ἀπόγευμα κλειστά. Κατὰ Σάββατον καὶ μεγάλας Παραμονὰς ἑορτῶν ἀπὸ 7—1 π.μ. καὶ 4—9,30 μ.μ. — [533, 606, 808, 646]
paragraph: ἐξακολουθοῦν νὰ ἀνταλλάσσουν πυρὰ μὲ τὰς δυνάμεις ἀσφαλείας. — [1106, 416, 1325, 425]
notice-header: Σύλλογος Γυμναστηρίου Ἡρακλείου — [1396, 1131, 1498, 1155]
paragraph-text: Ὁ Πρόεδρος τῆς Γαλλικῆς Δημοκρατίας κ. Κοτὺ ἔκαμε ἐκκλησιν πρὸς τὸν Γαλλικὸν στρατευμάτων τῆς Ἀλγερίας νὰ μὴν σταματήσουν τὴν στάσιν καὶ νὰ μὴν διακόψουν τὸ Ἐμφύλιον. — [250, 192, 525, 222]
announcement-place: Ἡράκλειον 14/5/1958 — [921, 755, 994, 765]
notice-subtitle: Ἐκτάκτου Γενικῆς Συνελεύσεως — [1408, 1174, 1486, 1197]
article-london-cyprus — [16, 262, 228, 523]
subhead-nixon-spit: ΤΑ ΠΛΗΘΗ ΤΟΝ ΕΠΤΥΟΝ ΚΑΤΑ ΠΡΟΣΩΠΟΝ — [27, 916, 217, 945]
masthead-title: "ΠΑΤΡΙΣ" — [764, 16, 891, 39]
article-col-2 — [533, 192, 808, 306]
paragraph: Ἡ κατάστασις κατὰ πληροφορίας ἐκ Βηρυττοῦ καὶ Δαμασκοῦ ἐφαίνετο ὡς ἐξαιρετικῶς ἀνησυχητική, αἱ λεπτομερειῶν ὅσων τοῦ Λιβάνου. — [816, 450, 1091, 470]
paragraph: Μεταδίδεται ἐκ Λονδίνου ὅτι περιωρισμένης, ἢ Ἀγγλικὴ Κυβέρνησις διέκοψε ἐπὶ τοῦ ζητήματος τῆς Κύπρου ἐγένετο σήμερον τὴν πρωΐαν εἰς τὸ «Φόρεϊν Ὄφφις» καὶ εἰς τὸ Γραφεῖον τοῦ Πρωθυπουργοῦ τῶν Ἐξωτερικῶν κ. Λόϋδ. — [16, 277, 118, 370]
dateline-washington: ΟΥΑΣΙΓΚΤΩΝ 14.— — [1403, 250, 1479, 259]
notice-signature: ΓΕΩΡΓΙΟΣ ΑΛΕΞ. ΓΕΩΡΓΙΑΔΗΣ — [1182, 848, 1298, 858]
notice-signature: Ὁ Πρόεδρος τῆς Κοινότητος ΕΜΜΑΝ. ΚΕΛΛΑΡΗΣ — [1403, 1327, 1498, 1347]
subhead-summer-period: ΤΩΝ ΚΑΤΑΣΤΗΜΑΤΩΝ ΚΑΤΑ ΤΗΝ ΘΕΡΙΝΗΝ ΠΕΡΙΟΔΟΝ — [596, 530, 1028, 548]
song-text: Ὑπενθυμίζεται ὅτι τὸ νέο τραγοῦδι «Ἡρακλειώτισσα» μὲ στίχους τοῦ Μίλτου Μά μουσικὴ Γ' Ἀρχοντίδη κυκλοφόρησε σὲ μουσικὸν καὶ λιανικῶν εἰς τὴν πόλιν μας ἀπὸ τὸ πατρικὸν τοῦ κ. Ἀλκιβιάδ. — [250, 906, 525, 936]
notice-date: Ἡράκλειον τῇ 14 Μαΐου 1958 — [1520, 1140, 1601, 1160]
market-line: Νο 4 δρ. 10.30—10.40 — [133, 1549, 208, 1558]
paragraph: Μόλις ὁ κ. Νίξον καὶ ἡ σύζυγός του κατῆλθον τοῦ ἀεροπλάνου τὸν πλῆθος ἀνοι διαδηλωτὰς ἤρχισαν νὰ βάλλουν τὴν νεότητα ἐθνικὴν ὕμνον καὶ ἔκραξαν νὰ κτυποῦν τὸ ξεῦγος τῶν Ἀμερικανῶν ἐπισήμων. Τὸ πρόσωπον τοῦ κ. Νίξον ἐκαλύφθη ἀπὸ τοὺς λιντσισμοὺς ἐνῷ ἡ σύζυγός του συνεβλήθη διὰ τοῦ πλήθους. Ἐξ μέλη τῆς συνοδείας ἐφρούρησε τοῦ κ. Νίξον τραυματίσθησαν διὰ λίθων. "Ὅταν μετὰ μεγάλης δυσκολίας, τὸ ξεῦγος κατώρθωσεν νὰ εἰσέλθῃ εἰς τὸ αὐτοκίνητόν του, οἱ σποιδαστὰς ἔθραυσαν διὰ λίθων τὰς ὑέλους τῶν παραθύρων του καὶ ἐξακολούθησαν νὰ φτύνουν μέσα εἰς τὸ αὐτοκίνητον. — [16, 1151, 118, 1390]
